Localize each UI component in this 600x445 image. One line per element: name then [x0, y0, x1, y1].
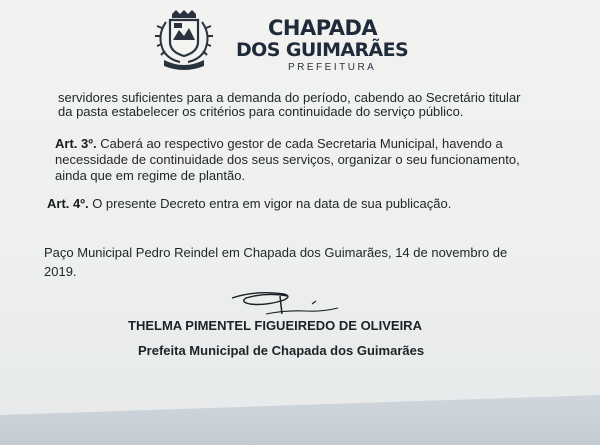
handwritten-signature [226, 284, 356, 318]
paragraph-line: necessidade de continuidade dos seus serviços, organizar o seu funcionamento, [55, 152, 520, 167]
brand-subtitle: PREFEITURA [288, 62, 377, 73]
article-4-line [47, 196, 451, 212]
letterhead [150, 8, 430, 72]
brand-name-line2: DOS GUIMARÃES [236, 39, 409, 61]
page-shadow [0, 395, 600, 445]
place-date-line: Paço Municipal Pedro Reindel em Chapada dos Guimarães, 14 de novembro de [44, 245, 508, 260]
municipal-crest-icon [150, 8, 218, 72]
article-4-label: Art. 4º. [47, 196, 89, 211]
brand-name-line1: CHAPADA [268, 16, 378, 40]
article-3-text: Caberá ao respectivo gestor de cada Secretaria Municipal, havendo a [96, 136, 503, 151]
paragraph-line: da pasta estabelecer os critérios para continuidade do serviço público. [58, 104, 464, 119]
paragraph-line: servidores suficientes para a demanda do período, cabendo ao Secretário titular [58, 90, 521, 105]
article-4-text: O presente Decreto entra em vigor na data de sua publicação. [88, 196, 452, 211]
signatory-name: THELMA PIMENTEL FIGUEIREDO DE OLIVEIRA [128, 318, 422, 333]
article-3-label: Art. 3º. [55, 136, 97, 151]
paragraph-line: ainda que em regime de plantão. [55, 168, 246, 183]
place-date-line: 2019. [44, 264, 77, 279]
signatory-title: Prefeita Municipal de Chapada dos Guimarães [138, 343, 425, 358]
article-3-line [55, 136, 503, 152]
